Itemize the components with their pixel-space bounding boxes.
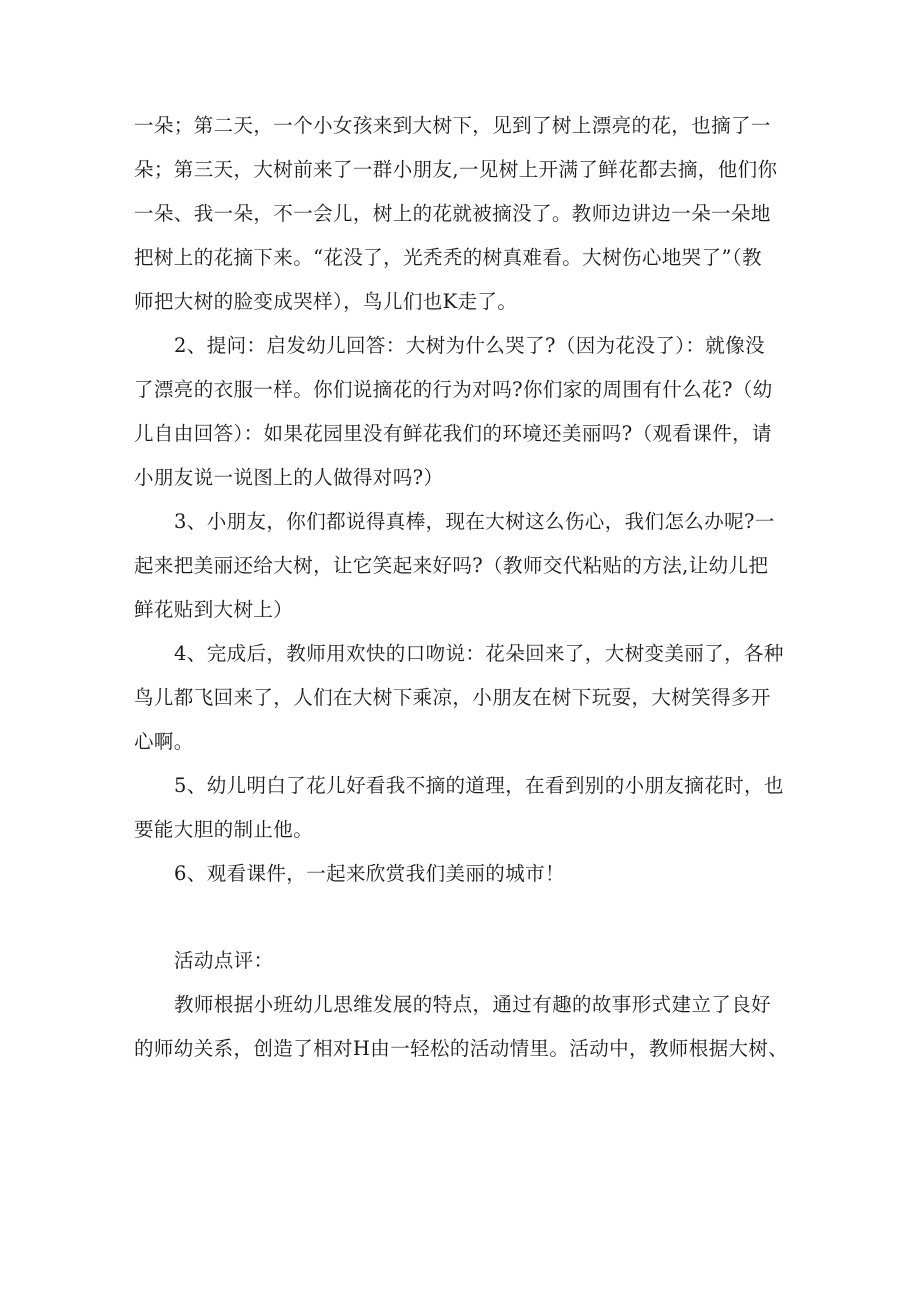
text-line: 把树上的花摘下来。“花没了，光秃秃的树真难看。大树伤心地哭了”（教 [134,246,762,269]
text-line: 一朵；第二天，一个小女孩来到大树下，见到了树上漂亮的花，也摘了一 [134,114,771,137]
text-line: 4、完成后，教师用欢快的口吻说：花朵回来了，大树变美丽了，各种 [174,642,784,665]
text-line: 朵；第三天，大树前来了一群小朋友,一见树上开满了鲜花都去摘，他们你 [134,158,778,181]
paragraph-story-continued [134,110,789,318]
text-line: 鸟儿都飞回来了，人们在大树下乘凉，小朋友在树下玩耍，大树笑得多开 [134,686,771,709]
text-line: 心啊。 [134,730,194,753]
section-spacer [134,902,789,945]
text-line: 教师根据小班幼儿思维发展的特点，通过有趣的故事形式建立了良好 [174,993,772,1016]
paragraph-step-5 [134,770,789,846]
text-line: 2、提问：启发幼儿回答：大树为什么哭了?（因为花没了）：就像没 [174,334,766,357]
text-line: 儿自由回答）：如果花园里没有鲜花我们的环境还美丽吗?（观看课件，请 [134,422,772,445]
document-body [134,110,789,1077]
text-line: 要能大胆的制止他。 [134,818,314,841]
text-line: 起来把美丽还给大树，让它笑起来好吗?（教师交代粘贴的方法,让幼儿把 [134,554,769,577]
text-line: 5、幼儿明白了花儿好看我不摘的道理，在看到别的小朋友摘花时，也 [174,774,784,797]
review-section [134,945,789,1065]
text-line: 鲜花贴到大树上） [134,598,294,621]
paragraph-step-2 [134,330,789,494]
text-line: 小朋友说一说图上的人做得对吗?） [134,466,444,489]
paragraph-step-3 [134,506,789,626]
text-line: 一朵、我一朵，不一会儿，树上的花就被摘没了。教师边讲边一朵一朵地 [134,202,771,225]
text-line: 了漂亮的衣服一样。你们说摘花的行为对吗?你们家的周围有什么花?（幼 [134,378,773,401]
text-line: 的师幼关系，创造了相对H由一轻松的活动情里。活动中，教师根据大树、 [134,1037,789,1060]
paragraph-step-4 [134,638,789,758]
text-line: 3、小朋友，你们都说得真棒，现在大树这么伤心，我们怎么办呢?一 [174,510,775,533]
text-line: 6、观看课件，一起来欣赏我们美丽的城市！ [174,862,565,885]
text-line: 师把大树的脸变成哭样），鸟儿们也K走了。 [134,290,518,313]
review-heading: 活动点评： [174,949,274,972]
paragraph-step-6 [134,858,789,890]
